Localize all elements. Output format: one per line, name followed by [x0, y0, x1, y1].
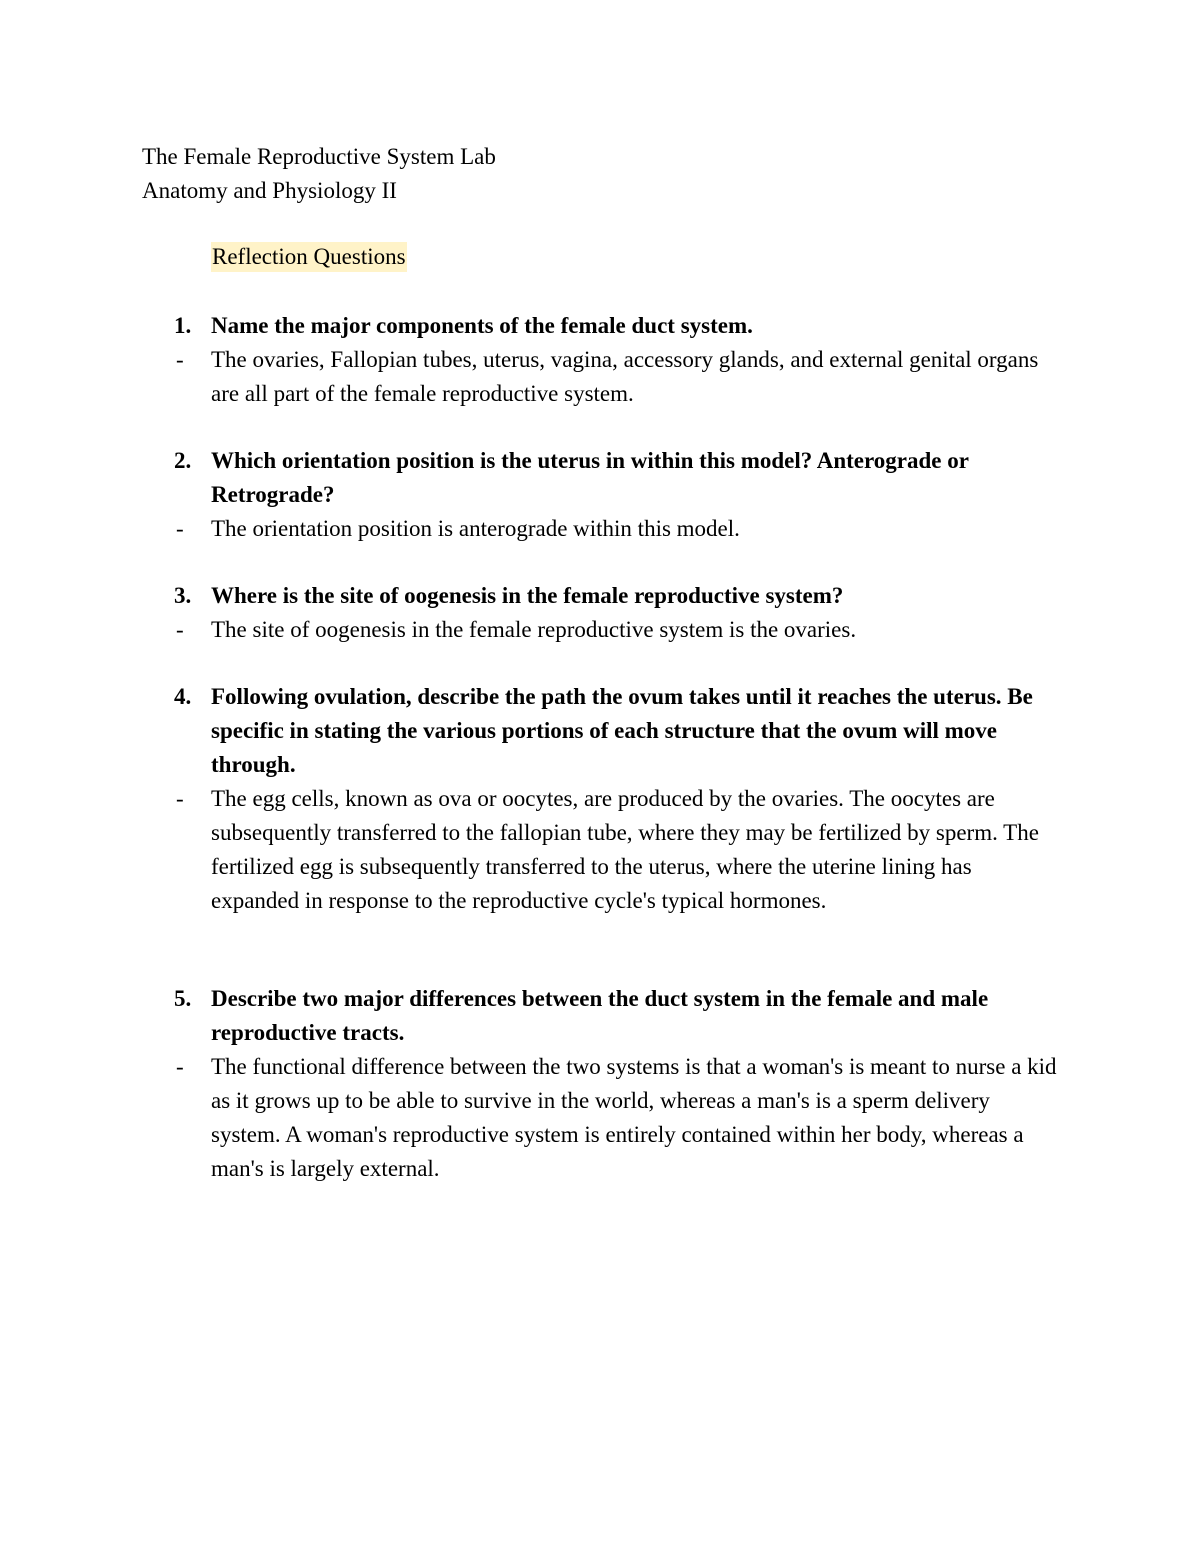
question-row	[0, 309, 1200, 343]
question-row	[0, 444, 1200, 512]
question-text: Name the major components of the female duct system.	[211, 313, 753, 338]
highlighted-heading-text: Reflection Questions	[211, 242, 407, 272]
question-number: 4.	[174, 684, 192, 709]
answer-bullet: -	[176, 617, 184, 642]
question-row	[0, 579, 1200, 613]
question-block	[0, 579, 1200, 647]
answer-text: The egg cells, known as ova or oocytes, are produced by the ovaries. The oocytes are subsequently transferred to the fallopian tube, where they may be fertilized by sperm. The fertilized egg is subsequently transferred to the uterus, where the uterine lining has expanded in response to the reproductive cycle's typical hormones.	[211, 786, 1039, 913]
section-heading	[211, 240, 407, 274]
answer-bullet: -	[176, 786, 184, 811]
question-block	[0, 982, 1200, 1186]
answer-bullet: -	[176, 516, 184, 541]
question-text: Following ovulation, describe the path the ovum takes until it reaches the uterus. Be specific in stating the various portions of each structure that the ovum will move through.	[211, 684, 1033, 777]
answer-bullet: -	[176, 1054, 184, 1079]
answer-text: The orientation position is anterograde within this model.	[211, 516, 740, 541]
answer-text: The ovaries, Fallopian tubes, uterus, vagina, accessory glands, and external genital organs are all part of the female reproductive system.	[211, 347, 1039, 406]
answer-row	[0, 343, 1200, 411]
question-block	[0, 680, 1200, 918]
answer-text: The site of oogenesis in the female reproductive system is the ovaries.	[211, 617, 857, 642]
question-row	[0, 680, 1200, 782]
document-title: The Female Reproductive System Lab	[142, 144, 496, 169]
answer-row	[0, 613, 1200, 647]
answer-row	[0, 512, 1200, 546]
question-number: 5.	[174, 986, 192, 1011]
answer-row	[0, 1050, 1200, 1186]
question-text: Where is the site of oogenesis in the female reproductive system?	[211, 583, 844, 608]
question-block	[0, 444, 1200, 546]
course-name: Anatomy and Physiology II	[142, 178, 397, 203]
answer-text: The functional difference between the two systems is that a woman's is meant to nurse a kid as it grows up to be able to survive in the world, whereas a man's is a sperm delivery system. A woman's reproductive system is entirely contained within her body, whereas a man's is largely external.	[211, 1054, 1057, 1181]
question-number: 3.	[174, 583, 192, 608]
question-row	[0, 982, 1200, 1050]
question-block	[0, 309, 1200, 411]
question-text: Describe two major differences between the duct system in the female and male reproductive tracts.	[211, 986, 989, 1045]
answer-bullet: -	[176, 347, 184, 372]
question-number: 2.	[174, 448, 192, 473]
question-text: Which orientation position is the uterus in within this model? Anterograde or Retrograde?	[211, 448, 969, 507]
question-number: 1.	[174, 313, 192, 338]
answer-row	[0, 782, 1200, 918]
